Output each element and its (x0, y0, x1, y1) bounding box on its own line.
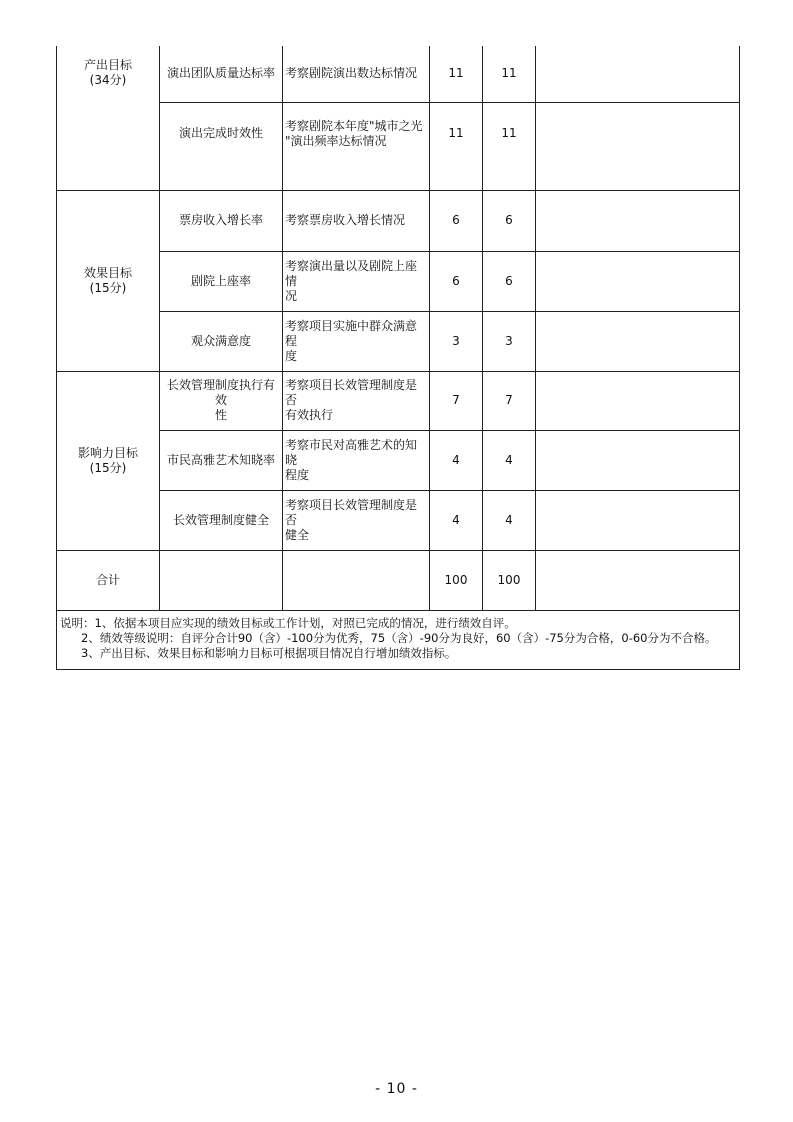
description-cell: 考察演出量以及剧院上座情 况 (283, 251, 430, 311)
indicator-cell: 长效管理制度执行有效 性 (160, 371, 283, 430)
total-empty-cell (160, 550, 283, 610)
self-score-cell: 4 (483, 490, 536, 550)
remark-cell (536, 490, 740, 550)
group-cell-influence (57, 371, 160, 550)
total-empty-cell (283, 550, 430, 610)
weight-cell: 7 (430, 371, 483, 430)
description-cell: 考察剧院演出数达标情况 (283, 46, 430, 102)
remark-cell (536, 190, 740, 251)
note-line-3: 3、产出目标、效果目标和影响力目标可根据项目情况自行增加绩效指标。 (81, 645, 457, 660)
table-row (57, 190, 740, 251)
self-score-cell: 6 (483, 251, 536, 311)
table-row (57, 371, 740, 430)
note-line-1: 说明：1、依据本项目应实现的绩效目标或工作计划，对照已完成的情况，进行绩效自评。 (60, 615, 516, 630)
table-row (57, 430, 740, 490)
indicator-cell: 演出完成时效性 (160, 102, 283, 190)
total-weight: 100 (430, 550, 483, 610)
description-cell: 考察票房收入增长情况 (283, 190, 430, 251)
remark-cell (536, 430, 740, 490)
weight-cell: 4 (430, 430, 483, 490)
description-cell: 考察市民对高雅艺术的知晓 程度 (283, 430, 430, 490)
weight-cell: 11 (430, 102, 483, 190)
self-score-cell: 11 (483, 46, 536, 102)
total-self-score: 100 (483, 550, 536, 610)
weight-cell: 4 (430, 490, 483, 550)
indicator-cell: 长效管理制度健全 (160, 490, 283, 550)
performance-table (56, 46, 740, 670)
self-score-cell: 6 (483, 190, 536, 251)
note-line-2: 2、绩效等级说明：自评分合计90（含）-100分为优秀，75（含）-90分为良好，60（含）-75分为合格，0-60分为不合格。 (81, 630, 717, 645)
indicator-cell: 观众满意度 (160, 311, 283, 371)
self-score-cell: 11 (483, 102, 536, 190)
weight-cell: 6 (430, 190, 483, 251)
group-name: 影响力目标 (77, 445, 138, 460)
notes-row (57, 610, 740, 669)
total-row (57, 550, 740, 610)
remark-cell (536, 102, 740, 190)
group-name: 效果目标 (83, 265, 132, 280)
indicator-cell: 市民高雅艺术知晓率 (160, 430, 283, 490)
description-cell: 考察剧院本年度"城市之光 "演出频率达标情况 (283, 102, 430, 190)
description-cell: 考察项目实施中群众满意程 度 (283, 311, 430, 371)
remark-cell (536, 371, 740, 430)
remark-cell (536, 311, 740, 371)
total-empty-cell (536, 550, 740, 610)
self-score-cell: 3 (483, 311, 536, 371)
table-row (57, 490, 740, 550)
indicator-cell: 剧院上座率 (160, 251, 283, 311)
group-score: (15分) (89, 280, 127, 295)
indicator-cell: 票房收入增长率 (160, 190, 283, 251)
weight-cell: 11 (430, 46, 483, 102)
table-row (57, 251, 740, 311)
description-cell: 考察项目长效管理制度是否 有效执行 (283, 371, 430, 430)
remark-cell (536, 251, 740, 311)
page-number: - 10 - (375, 1081, 418, 1097)
table-row (57, 46, 740, 102)
weight-cell: 6 (430, 251, 483, 311)
total-label: 合计 (57, 550, 160, 610)
weight-cell: 3 (430, 311, 483, 371)
table-row (57, 102, 740, 190)
description-cell: 考察项目长效管理制度是否 健全 (283, 490, 430, 550)
table-row (57, 311, 740, 371)
group-score: (34分) (89, 73, 127, 87)
group-name: 产出目标 (83, 58, 132, 72)
indicator-cell: 演出团队质量达标率 (160, 46, 283, 102)
group-cell-output (57, 46, 160, 190)
self-score-cell: 4 (483, 430, 536, 490)
group-cell-effect (57, 190, 160, 371)
group-score: (15分) (89, 460, 127, 475)
self-score-cell: 7 (483, 371, 536, 430)
notes-cell (57, 610, 740, 669)
remark-cell (536, 46, 740, 102)
